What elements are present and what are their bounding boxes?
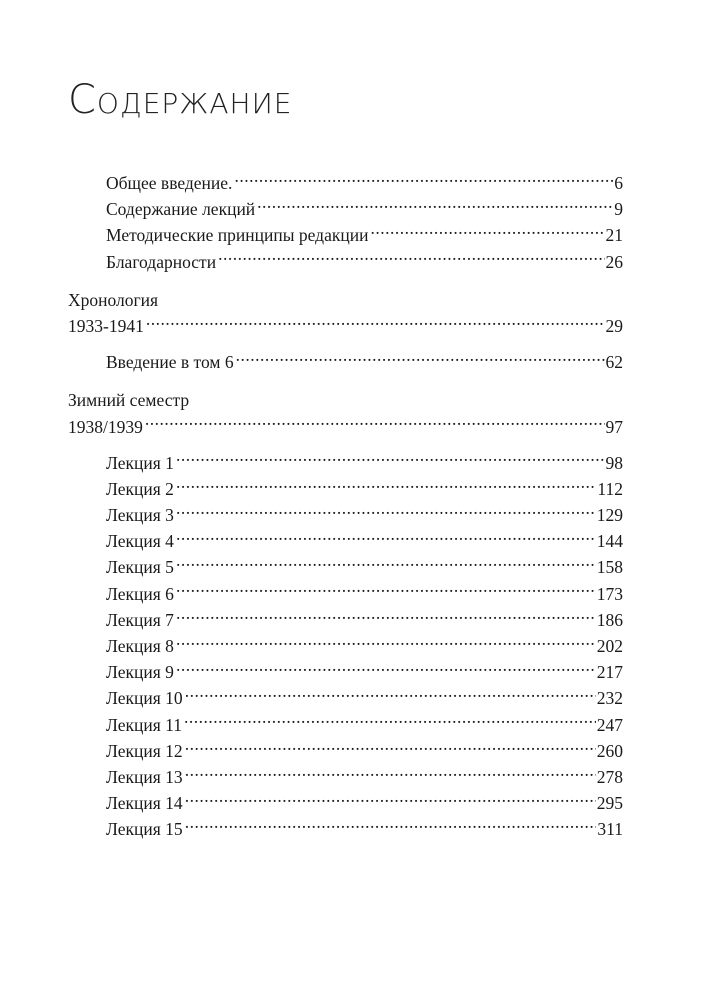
dot-leader <box>185 818 597 836</box>
toc-entry-label: Введение в том 6 <box>106 352 234 373</box>
dot-leader <box>176 608 596 626</box>
toc-lecture-entry[interactable] <box>68 581 623 607</box>
toc-entry-page: 6 <box>614 173 623 193</box>
dot-leader <box>176 582 596 600</box>
toc-entry-label: Лекция 15 <box>106 819 183 840</box>
dot-leader <box>146 314 605 332</box>
toc-entry-page: 29 <box>605 315 623 336</box>
dot-leader <box>176 635 596 653</box>
toc-lecture-entry[interactable] <box>68 816 623 842</box>
dot-leader <box>185 687 596 705</box>
dot-leader <box>176 556 596 574</box>
toc-chronology-group <box>68 287 623 376</box>
dot-leader <box>145 415 605 433</box>
toc-entry-label: Лекция 5 <box>106 557 174 578</box>
toc-entry-page: 202 <box>596 636 623 656</box>
toc-lecture-entry[interactable] <box>68 633 623 659</box>
toc-entry[interactable] <box>68 249 623 275</box>
toc-entry-page: 21 <box>605 225 623 246</box>
dot-leader <box>257 198 613 216</box>
toc-entry-page: 311 <box>597 819 623 840</box>
toc-intro-group <box>68 170 623 275</box>
toc-lecture-entry[interactable] <box>68 790 623 816</box>
toc-entry-label: Лекция 13 <box>106 766 183 787</box>
toc-entry-page: 98 <box>605 452 623 473</box>
toc-lecture-entry[interactable] <box>68 450 623 476</box>
toc-entry-page: 232 <box>596 688 623 709</box>
toc-entry-label: Лекция 6 <box>106 583 174 604</box>
toc-entry[interactable] <box>68 222 623 248</box>
section-heading: Хронология <box>68 289 159 310</box>
table-of-contents <box>68 170 623 843</box>
toc-entry-page: 26 <box>605 251 623 272</box>
toc-entry-page: 186 <box>596 609 623 630</box>
toc-entry-page: 158 <box>596 557 623 578</box>
toc-entry[interactable] <box>68 414 623 440</box>
toc-entry-label: Содержание лекций <box>106 199 256 220</box>
toc-entry[interactable] <box>68 196 623 222</box>
toc-entry-label: 1938/1939 <box>68 416 143 437</box>
toc-entry-page: 247 <box>596 714 623 735</box>
toc-entry-page: 260 <box>596 740 623 761</box>
dot-leader <box>185 765 596 783</box>
dot-leader <box>176 661 596 679</box>
toc-entry[interactable] <box>68 313 623 339</box>
dot-leader <box>176 504 596 522</box>
toc-entry[interactable] <box>68 170 623 196</box>
toc-entry-page: 295 <box>596 793 623 814</box>
toc-lecture-entry[interactable] <box>68 685 623 711</box>
toc-entry-page: 217 <box>596 662 623 683</box>
dot-leader <box>234 172 613 190</box>
toc-entry-page: 129 <box>596 505 623 526</box>
dot-leader <box>218 250 604 268</box>
toc-entry-label: Лекция 14 <box>106 793 183 814</box>
toc-entry-label: Лекция 2 <box>106 478 174 499</box>
toc-lecture-entry[interactable] <box>68 502 623 528</box>
dot-leader <box>236 351 605 369</box>
toc-entry-page: 97 <box>605 416 623 437</box>
dot-leader <box>176 530 596 548</box>
dot-leader <box>370 224 604 242</box>
toc-entry-label: Лекция 9 <box>106 662 174 683</box>
dot-leader <box>185 792 596 810</box>
toc-lecture-entry[interactable] <box>68 554 623 580</box>
toc-entry-page: 112 <box>597 478 623 499</box>
toc-entry-page: 278 <box>596 766 623 787</box>
toc-entry-label: Лекция 8 <box>106 636 174 656</box>
dot-leader <box>176 451 605 469</box>
toc-entry-page: 144 <box>596 531 623 552</box>
toc-lecture-entry[interactable] <box>68 607 623 633</box>
toc-entry-label: Методические принципы редакции <box>106 225 369 246</box>
toc-entry-label: Лекция 12 <box>106 740 183 761</box>
toc-entry-label: 1933-1941 <box>68 315 144 336</box>
toc-lecture-entry[interactable] <box>68 476 623 502</box>
toc-lecture-entry[interactable] <box>68 764 623 790</box>
page-title: Содержание <box>68 77 293 123</box>
toc-entry-page: 173 <box>596 583 623 604</box>
toc-lecture-entry[interactable] <box>68 712 623 738</box>
section-heading: Зимний семестр <box>68 390 190 411</box>
toc-entry-label: Лекция 10 <box>106 688 183 709</box>
toc-entry-label: Лекция 4 <box>106 531 174 552</box>
toc-entry-page: 9 <box>614 199 623 220</box>
toc-semester-group <box>68 387 623 842</box>
dot-leader <box>184 713 596 731</box>
toc-entry-page: 62 <box>605 352 623 373</box>
dot-leader <box>185 739 596 757</box>
toc-entry-label: Лекция 7 <box>106 609 174 630</box>
dot-leader <box>176 477 596 495</box>
toc-entry-label: Лекция 3 <box>106 505 174 526</box>
toc-lecture-entry[interactable] <box>68 659 623 685</box>
toc-entry[interactable] <box>68 349 623 375</box>
toc-lecture-entry[interactable] <box>68 738 623 764</box>
toc-entry-label: Благодарности <box>106 251 217 272</box>
toc-entry-label: Общее введение. <box>106 173 233 193</box>
toc-entry-label: Лекция 11 <box>106 714 183 735</box>
toc-lecture-entry[interactable] <box>68 528 623 554</box>
toc-entry-label: Лекция 1 <box>106 452 174 473</box>
